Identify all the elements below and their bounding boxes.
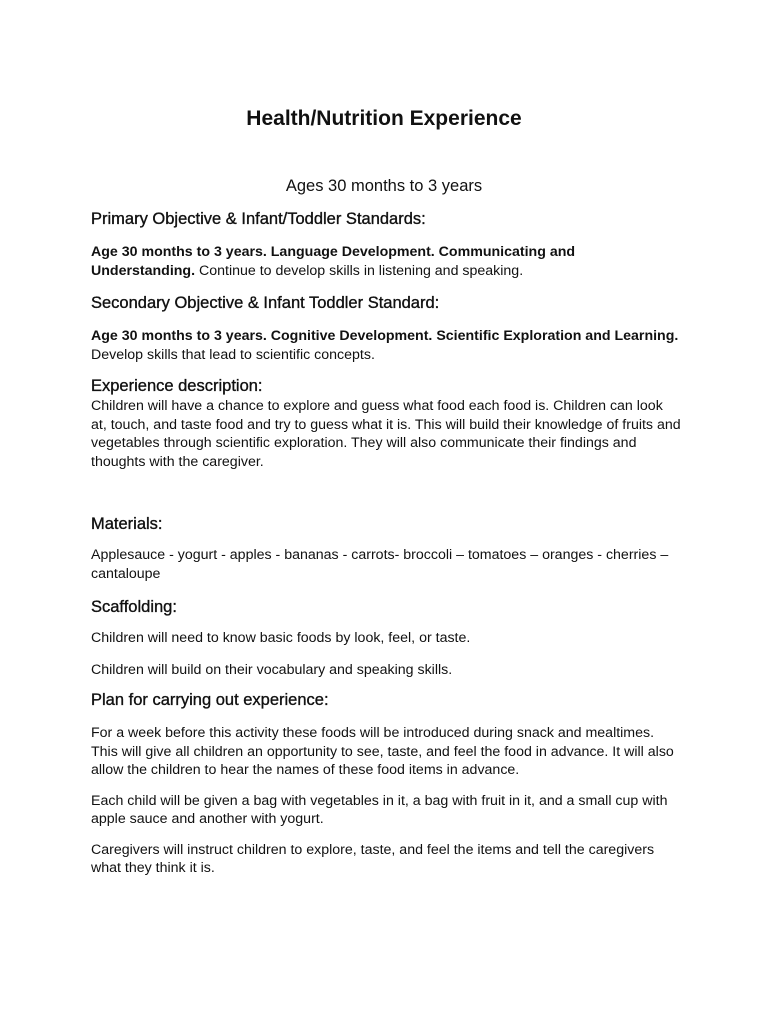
scaffolding-heading: Scaffolding: (91, 598, 177, 616)
plan-paragraph: Caregivers will instruct children to explore, taste, and feel the items and tell the caregivers what they think it is. (91, 841, 655, 876)
primary-objective-bold: Age 30 months to 3 years. Language Development. Communicating and Understanding. (91, 244, 576, 279)
secondary-objective-heading: Secondary Objective & Infant Toddler Standard: (91, 294, 440, 312)
secondary-objective-bold: Age 30 months to 3 years. Cognitive Development. Scientific Exploration and Learning. (91, 328, 679, 344)
primary-objective-heading: Primary Objective & Infant/Toddler Standards: (91, 210, 426, 228)
primary-objective-section (91, 210, 681, 280)
plan-paragraph: For a week before this activity these foods will be introduced during snack and mealtimes. This will give all children an opportunity to see, taste, and feel the food in advance. It will also allow the children to hear the names of these food items in advance. (91, 725, 674, 778)
secondary-objective-text (91, 327, 681, 364)
scaffolding-item: Children will build on their vocabulary and speaking skills. (91, 661, 453, 678)
secondary-objective-section (91, 294, 681, 364)
materials-heading: Materials: (91, 515, 163, 533)
experience-heading: Experience description: (91, 377, 263, 395)
age-range-subtitle: Ages 30 months to 3 years (285, 177, 483, 195)
plan-heading: Plan for carrying out experience: (91, 691, 329, 709)
scaffolding-item: Children will need to know basic foods by look, feel, or taste. (91, 630, 471, 646)
plan-paragraph: Each child will be given a bag with vegetables in it, a bag with fruit in it, and a small cup with apple sauce and another with yogurt. (91, 792, 668, 827)
primary-objective-detail: Continue to develop skills in listening and speaking. (195, 262, 524, 279)
experience-section (91, 377, 681, 471)
plan-section (91, 691, 681, 878)
scaffolding-section (91, 598, 681, 679)
secondary-objective-detail: Develop skills that lead to scientific concepts. (91, 346, 375, 363)
experience-text: Children will have a chance to explore and guess what food each food is. Children can look at, touch, and taste food and try to guess what it is. This will build their knowledge of fruits and vegetables through scientific exploration. They will also communicate their findings and thoughts with the caregiver. (91, 398, 681, 470)
materials-text: Applesauce - yogurt - apples - bananas - carrots- broccoli – tomatoes – oranges - cherries – cantaloupe (91, 547, 669, 582)
page-title: Health/Nutrition Experience (246, 107, 522, 130)
primary-objective-text (91, 243, 681, 280)
materials-section (91, 515, 681, 583)
